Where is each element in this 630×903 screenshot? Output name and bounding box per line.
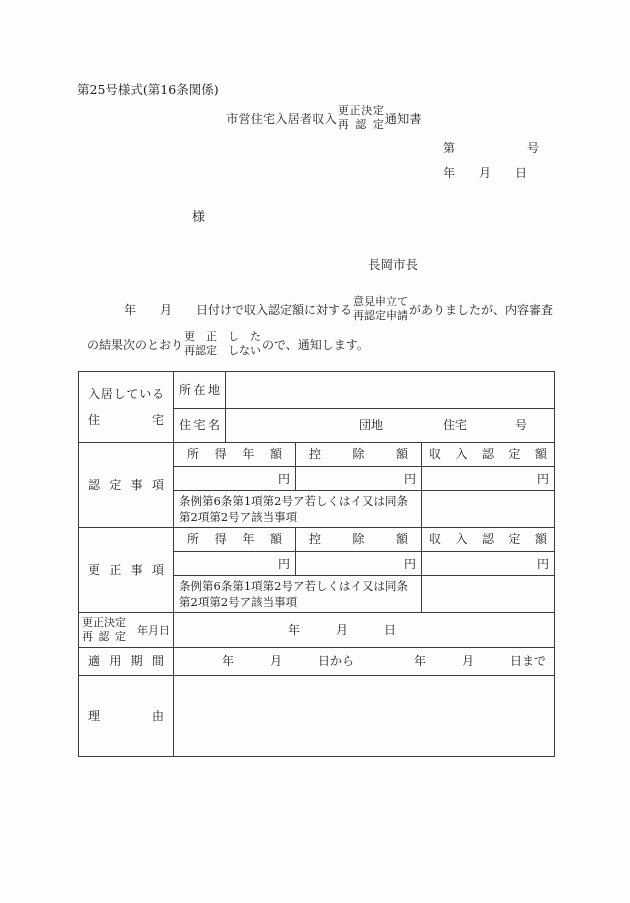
document-title — [0, 104, 630, 133]
decision-date-suffix: 年月日 — [137, 623, 170, 637]
reason-label: 理由 — [88, 708, 164, 723]
document-number-line: 第 号 — [443, 141, 540, 155]
clause-line1: 条例第6条第1項第2号ア若しくはイ又は同条 — [179, 579, 408, 594]
housing-name-value-cell — [226, 409, 555, 443]
option-corrected: 更 正 し た — [184, 330, 262, 343]
clause-line2: 第2項第2号ア該当事項 — [179, 510, 298, 525]
body-paragraph-line2 — [87, 330, 369, 359]
reason-value-cell — [174, 676, 555, 757]
corrected-income-yen-cell: 円 — [422, 552, 555, 576]
corrected-income-year-yen-cell: 円 — [174, 552, 296, 576]
option-not-recertified: 再認定 しない — [184, 344, 262, 358]
residence-label-line2: 住宅 — [88, 412, 164, 427]
corrected-income-header: 収入認定額 — [422, 528, 555, 552]
address-value-cell — [226, 372, 555, 409]
decision-date-value: 年 月 日 — [288, 622, 397, 637]
application-period-label-cell — [79, 648, 174, 676]
certified-deduction-yen-cell: 円 — [296, 467, 422, 491]
decision-option-correction: 更正決定 — [82, 615, 126, 629]
corrected-deduction-header: 控除額 — [296, 528, 422, 552]
result-option-stack — [184, 330, 261, 359]
notice-detail-table — [78, 371, 555, 757]
option-recert-application: 再認定申請 — [353, 309, 409, 323]
certified-income-header: 収入認定額 — [422, 443, 555, 467]
housing-name-label: 住宅名 — [179, 418, 220, 432]
title-option-stack — [338, 104, 384, 133]
residence-label-line1: 入居している — [88, 386, 164, 401]
application-period-label: 適用期間 — [88, 654, 164, 669]
certified-income-yen-cell: 円 — [422, 467, 555, 491]
decision-option-recertification: 再認定 — [82, 630, 126, 644]
appeal-option-stack — [353, 295, 408, 324]
certified-deduction-header: 控除額 — [296, 443, 422, 467]
certified-section-label: 認定事項 — [88, 477, 164, 492]
body-line1-end: がありましたが、内容審査 — [409, 302, 554, 317]
title-option-correction-decision: 更正決定 — [337, 104, 384, 117]
corrected-clause-value-cell — [422, 576, 555, 613]
application-period-value-cell — [174, 648, 555, 676]
decision-date-value-cell — [174, 613, 555, 648]
issue-date-line: 年 月 日 — [443, 166, 528, 180]
application-period-value: 年 月 日から 年 月 日まで — [222, 654, 547, 669]
address-label: 所在地 — [179, 382, 220, 397]
certified-section-label-cell — [79, 443, 174, 528]
certified-income-year-yen-cell: 円 — [174, 467, 296, 491]
certified-ordinance-clause-cell — [174, 491, 422, 528]
residence-label-cell — [79, 372, 174, 443]
reason-label-cell — [79, 676, 174, 757]
corrected-deduction-yen-cell: 円 — [296, 552, 422, 576]
clause-line2: 第2項第2号ア該当事項 — [179, 595, 298, 610]
address-label-cell — [174, 372, 226, 409]
corrected-income-year-header: 所得年額 — [174, 528, 296, 552]
certified-clause-value-cell — [422, 491, 555, 528]
clause-line1: 条例第6条第1項第2号ア若しくはイ又は同条 — [179, 494, 408, 508]
body-paragraph-line1 — [124, 295, 553, 324]
body-line2-start: の結果次のとおり — [87, 337, 184, 352]
housing-name-value: 団地 住宅 号 — [359, 418, 528, 432]
option-objection: 意見申立て — [353, 295, 409, 308]
title-prefix: 市営住宅入居者収入 — [226, 111, 337, 126]
decision-date-label-cell — [79, 613, 174, 648]
addressee-honorific: 様 — [192, 210, 206, 225]
certified-income-year-header: 所得年額 — [174, 443, 296, 467]
title-option-recertification: 再認定 — [337, 118, 384, 132]
housing-name-label-cell — [174, 409, 226, 443]
form-number: 第25号様式(第16条関係) — [77, 82, 219, 97]
decision-option-stack — [82, 616, 126, 646]
corrected-section-label-cell — [79, 528, 174, 613]
body-line2-end: ので、通知します。 — [262, 337, 369, 352]
body-line1-start: 年 月 日付けで収入認定額に対する — [124, 302, 353, 317]
issuer-name: 長岡市長 — [368, 257, 419, 272]
corrected-ordinance-clause-cell — [174, 576, 422, 613]
title-suffix: 通知書 — [384, 111, 422, 126]
corrected-section-label: 更正事項 — [88, 562, 164, 577]
